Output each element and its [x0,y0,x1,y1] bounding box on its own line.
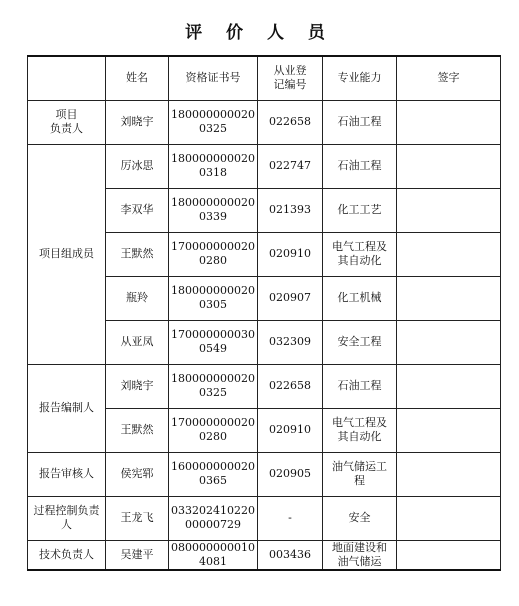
skill-cell: 石油工程 [322,144,396,188]
name-cell: 侯宪郓 [106,452,169,496]
cert-cell: 180000000020 0318 [169,144,258,188]
role-cell: 报告编制人 [28,364,106,452]
role-cell: 报告审核人 [28,452,106,496]
header-role [28,56,106,100]
skill-cell: 化工工艺 [322,188,396,232]
skill-cell: 电气工程及 其自动化 [322,408,396,452]
cert-cell: 180000000020 0325 [169,100,258,144]
signature-cell[interactable] [396,496,500,540]
cert-cell: 170000000020 0280 [169,408,258,452]
reg-cell: 020910 [257,232,322,276]
reg-cell: 022747 [257,144,322,188]
name-cell: 吴建平 [106,540,169,570]
role-cell: 过程控制负责 人 [28,496,106,540]
header-cert: 资格证书号 [169,56,258,100]
table-row [28,452,501,496]
signature-cell[interactable] [396,188,500,232]
signature-cell[interactable] [396,232,500,276]
cert-cell: 033202410220 00000729 [169,496,258,540]
signature-cell[interactable] [396,276,500,320]
signature-cell[interactable] [396,364,500,408]
role-cell: 项目组成员 [28,144,106,364]
header-name: 姓名 [106,56,169,100]
header-skill: 专业能力 [322,56,396,100]
reg-cell: 020907 [257,276,322,320]
signature-cell[interactable] [396,540,500,570]
header-sign: 签字 [396,56,500,100]
table-row [28,496,501,540]
name-cell: 厉冰思 [106,144,169,188]
skill-cell: 安全工程 [322,320,396,364]
name-cell: 李双华 [106,188,169,232]
table-row [28,100,501,144]
name-cell: 王默然 [106,232,169,276]
name-cell: 王默然 [106,408,169,452]
skill-cell: 石油工程 [322,100,396,144]
name-cell: 瓶羚 [106,276,169,320]
signature-cell[interactable] [396,320,500,364]
signature-cell[interactable] [396,408,500,452]
name-cell: 从亚凤 [106,320,169,364]
cert-cell: 180000000020 0339 [169,188,258,232]
document-title: 评 价 人 员 [185,23,334,43]
name-cell: 刘晓宇 [106,364,169,408]
personnel-table [27,55,501,571]
reg-cell: 022658 [257,100,322,144]
reg-cell: 020905 [257,452,322,496]
skill-cell: 油气储运工 程 [322,452,396,496]
reg-cell: 021393 [257,188,322,232]
role-cell: 技术负责人 [28,540,106,570]
table-row [28,540,501,570]
skill-cell: 安全 [322,496,396,540]
reg-cell: 003436 [257,540,322,570]
header-reg: 从业登 记编号 [257,56,322,100]
cert-cell: 160000000020 0365 [169,452,258,496]
reg-cell: 020910 [257,408,322,452]
skill-cell: 化工机械 [322,276,396,320]
name-cell: 王龙飞 [106,496,169,540]
role-cell: 项目 负责人 [28,100,106,144]
header-row [28,56,501,100]
cert-cell: 080000000010 4081 [169,540,258,570]
reg-cell: 022658 [257,364,322,408]
signature-cell[interactable] [396,100,500,144]
skill-cell: 地面建设和 油气储运 [322,540,396,570]
table-row [28,364,501,408]
reg-cell: - [257,496,322,540]
signature-cell[interactable] [396,144,500,188]
cert-cell: 180000000020 0325 [169,364,258,408]
signature-cell[interactable] [396,452,500,496]
cert-cell: 170000000030 0549 [169,320,258,364]
table-row [28,144,501,188]
name-cell: 刘晓宇 [106,100,169,144]
reg-cell: 032309 [257,320,322,364]
cert-cell: 180000000020 0305 [169,276,258,320]
cert-cell: 170000000020 0280 [169,232,258,276]
skill-cell: 石油工程 [322,364,396,408]
skill-cell: 电气工程及 其自动化 [322,232,396,276]
